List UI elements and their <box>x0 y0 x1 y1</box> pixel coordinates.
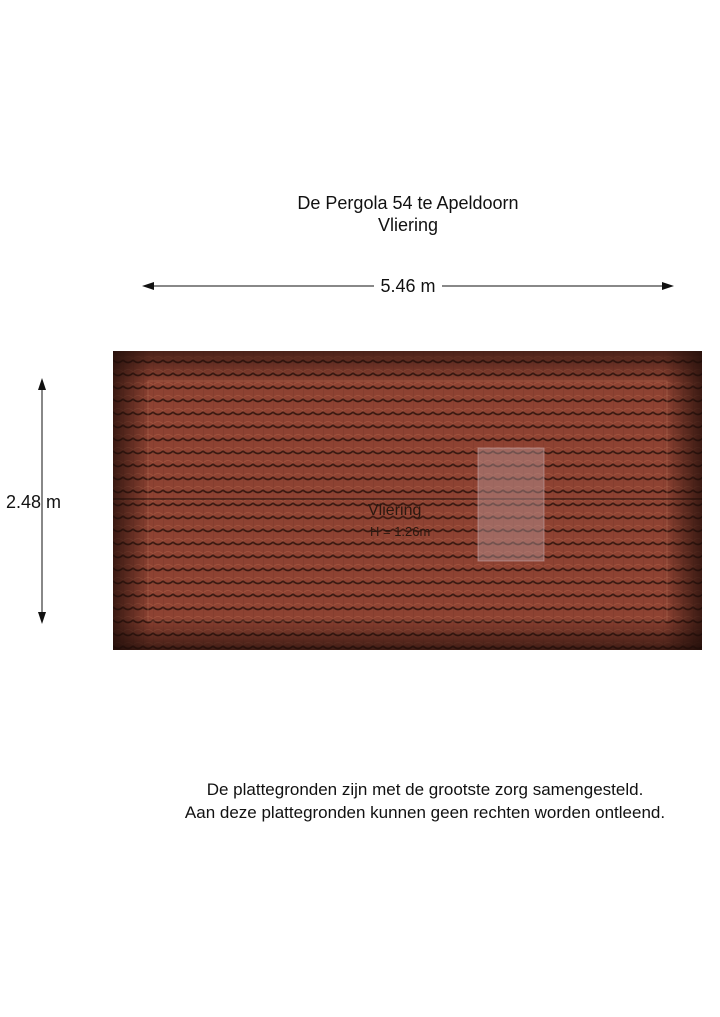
skylight <box>478 448 544 561</box>
room-height: H = 1.26m <box>370 524 431 539</box>
room-name: Vliering <box>368 502 422 519</box>
disclaimer <box>0 778 720 824</box>
roof-tiles <box>113 351 702 650</box>
plan-title <box>0 192 720 236</box>
address-title: De Pergola 54 te Apeldoorn <box>297 193 519 213</box>
depth-label: 2.48 m <box>6 492 62 512</box>
width-dimension <box>140 274 676 298</box>
arrow-up-icon <box>38 378 46 390</box>
roof-plan <box>113 351 702 650</box>
width-label: 5.46 m <box>374 276 441 296</box>
floor-title: Vliering <box>377 215 439 235</box>
arrow-down-icon <box>38 612 46 624</box>
disclaimer-line-1: De plattegronden zijn met de grootste zorg samengesteld. <box>206 780 644 799</box>
disclaimer-line-2: Aan deze plattegronden kunnen geen rechten worden ontleend. <box>184 803 666 822</box>
